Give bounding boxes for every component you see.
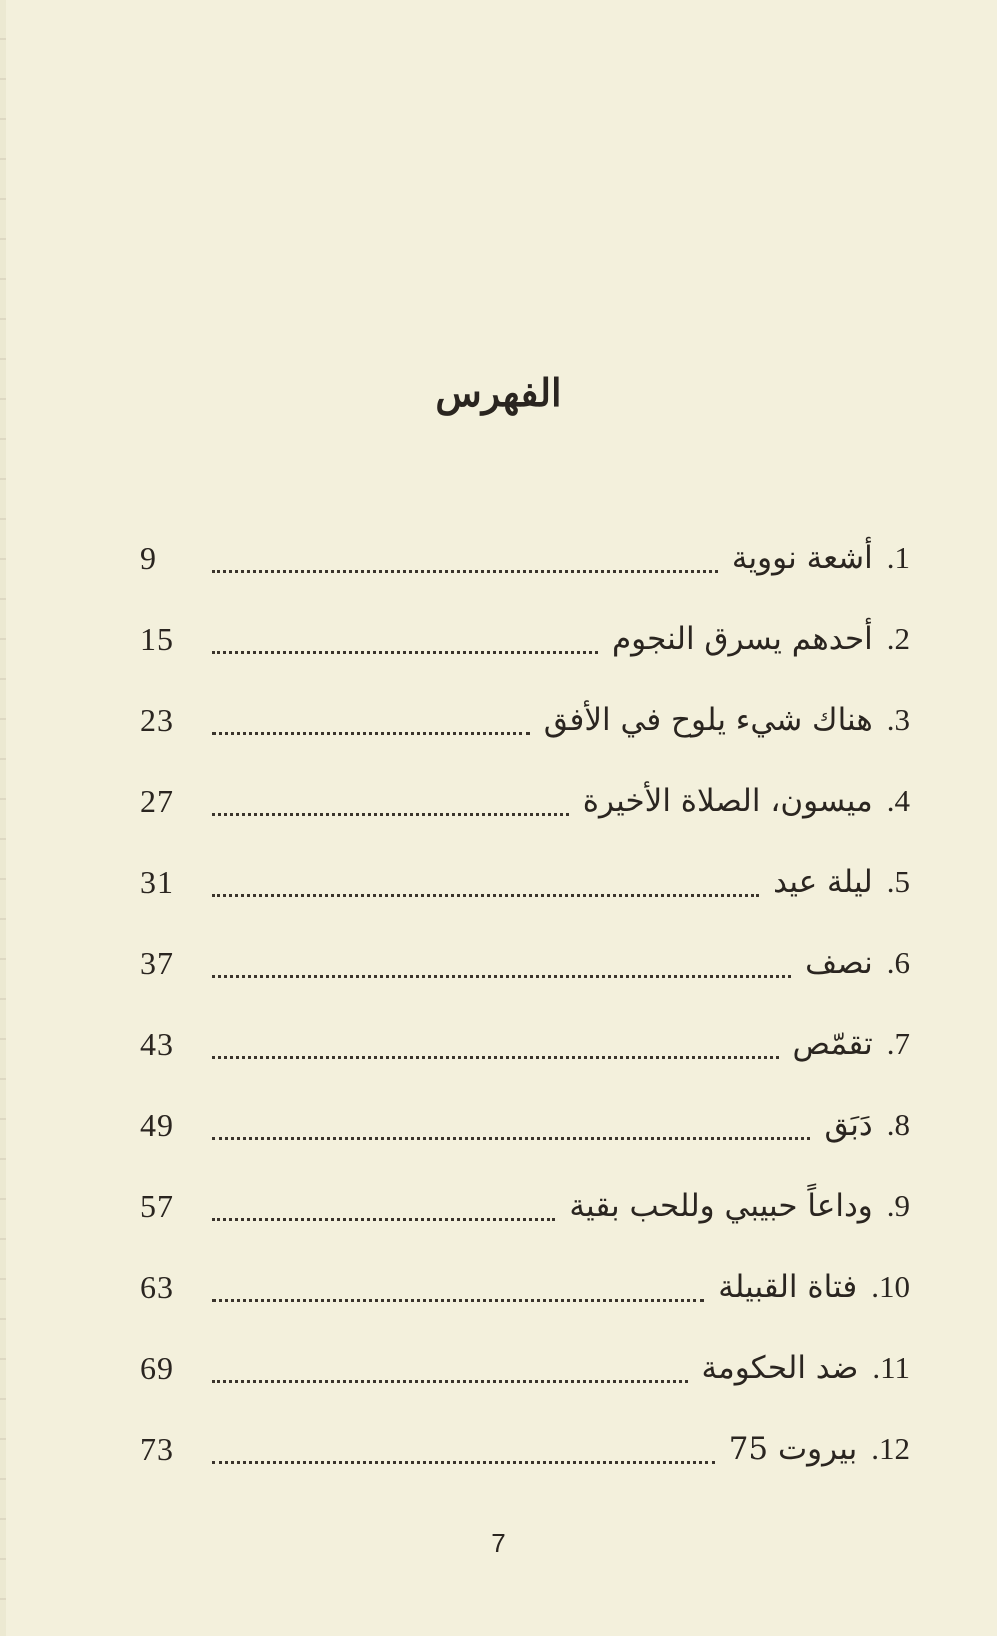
toc-page-number: 9 bbox=[140, 540, 157, 576]
toc-entry-text bbox=[544, 702, 910, 738]
toc-entry-title: تقمّص bbox=[792, 1026, 873, 1062]
toc-entry-title: نصف bbox=[805, 945, 873, 981]
toc-entry[interactable] bbox=[140, 1188, 910, 1269]
toc-entry[interactable] bbox=[140, 1269, 910, 1350]
dot-leader bbox=[212, 1135, 810, 1140]
toc-entry[interactable] bbox=[140, 540, 910, 621]
toc-entry-title: أشعة نووية bbox=[731, 540, 873, 576]
toc-page-number: 49 bbox=[140, 1107, 174, 1143]
toc-entry-title: ضد الحكومة bbox=[701, 1350, 859, 1386]
toc-entry-title: بيروت 75 bbox=[728, 1431, 858, 1467]
dot-leader bbox=[212, 811, 569, 816]
toc-entry[interactable] bbox=[140, 621, 910, 702]
dot-leader bbox=[212, 1054, 779, 1059]
dot-leader bbox=[212, 1216, 555, 1221]
toc-entry[interactable] bbox=[140, 945, 910, 1026]
dot-leader bbox=[212, 649, 598, 654]
toc-entry-number: .12 bbox=[871, 1431, 910, 1466]
toc-entry-title: وداعاً حبيبي وللحب بقية bbox=[569, 1188, 873, 1224]
page-edge bbox=[0, 0, 6, 1636]
toc-entry-title: دَبَق bbox=[824, 1107, 873, 1143]
dot-leader bbox=[212, 730, 530, 735]
table-of-contents bbox=[140, 540, 910, 1512]
toc-entry[interactable] bbox=[140, 702, 910, 783]
toc-entry-number: .9 bbox=[886, 1188, 910, 1223]
toc-page-number: 15 bbox=[140, 621, 174, 657]
toc-entry-text bbox=[718, 1269, 910, 1305]
toc-entry[interactable] bbox=[140, 864, 910, 945]
toc-entry-number: .1 bbox=[886, 540, 910, 575]
toc-page-number: 73 bbox=[140, 1431, 174, 1467]
toc-entry-text bbox=[702, 1350, 911, 1386]
toc-page-number: 23 bbox=[140, 702, 174, 738]
toc-entry-text bbox=[569, 1188, 910, 1224]
toc-entry-title: ليلة عيد bbox=[773, 864, 873, 900]
toc-entry[interactable] bbox=[140, 1431, 910, 1512]
toc-page-number: 43 bbox=[140, 1026, 174, 1062]
toc-page-number: 63 bbox=[140, 1269, 174, 1305]
toc-entry-text bbox=[583, 783, 910, 819]
dot-leader bbox=[212, 1297, 704, 1302]
toc-entry-number: .10 bbox=[871, 1269, 910, 1304]
toc-page-number: 57 bbox=[140, 1188, 174, 1224]
toc-entry-title: فتاة القبيلة bbox=[718, 1269, 858, 1305]
toc-entry-text bbox=[732, 540, 910, 576]
toc-entry-number: .4 bbox=[886, 783, 910, 818]
toc-entry-text bbox=[793, 1026, 910, 1062]
toc-page-number: 27 bbox=[140, 783, 174, 819]
toc-entry[interactable] bbox=[140, 1107, 910, 1188]
page-title: الفهرس bbox=[435, 370, 562, 416]
toc-entry-text bbox=[612, 621, 910, 657]
toc-entry-number: .5 bbox=[886, 864, 910, 899]
toc-page-number: 37 bbox=[140, 945, 174, 981]
toc-entry-number: .7 bbox=[886, 1026, 910, 1061]
dot-leader bbox=[212, 1378, 688, 1383]
toc-entry-text bbox=[773, 864, 910, 900]
toc-entry-number: .6 bbox=[886, 945, 910, 980]
dot-leader bbox=[212, 892, 759, 897]
toc-entry[interactable] bbox=[140, 1026, 910, 1107]
toc-page-number: 31 bbox=[140, 864, 174, 900]
toc-entry-title: هناك شيء يلوح في الأفق bbox=[543, 702, 873, 738]
dot-leader bbox=[212, 1459, 715, 1464]
dot-leader bbox=[212, 568, 718, 573]
toc-entry[interactable] bbox=[140, 783, 910, 864]
toc-entry[interactable] bbox=[140, 1350, 910, 1431]
toc-entry-title: أحدهم يسرق النجوم bbox=[611, 621, 873, 657]
toc-entry-number: .8 bbox=[886, 1107, 910, 1142]
toc-entry-text bbox=[729, 1431, 910, 1467]
toc-entry-title: ميسون، الصلاة الأخيرة bbox=[582, 783, 873, 819]
toc-entry-text bbox=[824, 1107, 910, 1143]
toc-entry-number: .3 bbox=[886, 702, 910, 737]
toc-page-number: 69 bbox=[140, 1350, 174, 1386]
dot-leader bbox=[212, 973, 791, 978]
toc-entry-number: .2 bbox=[886, 621, 910, 656]
page-number: 7 bbox=[491, 1528, 506, 1558]
toc-entry-number: .11 bbox=[872, 1350, 910, 1385]
toc-entry-text bbox=[805, 945, 910, 981]
